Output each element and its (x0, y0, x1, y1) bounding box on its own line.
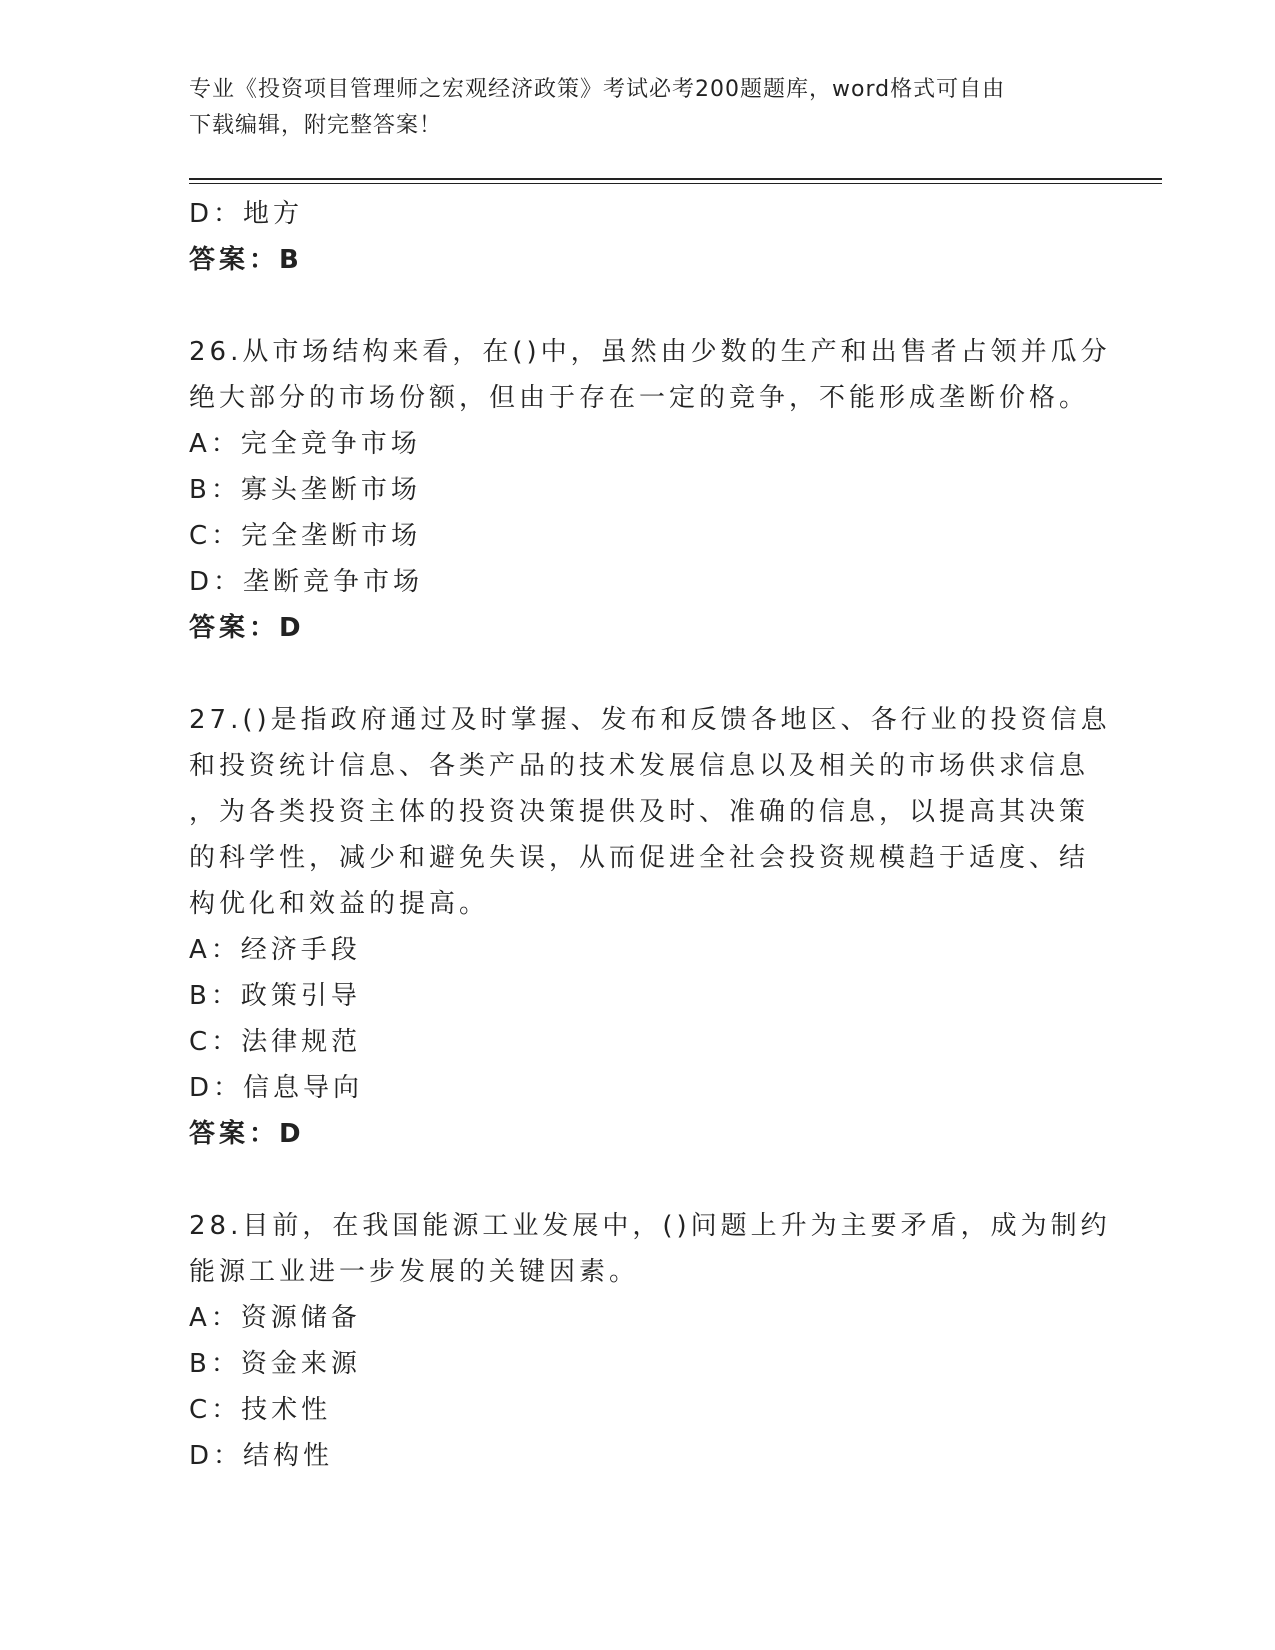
document-header (189, 72, 1089, 144)
question-26 (189, 329, 1111, 651)
question-text-line: ，为各类投资主体的投资决策提供及时、准确的信息，以提高其决策 (189, 797, 1090, 827)
option-a: A：资源储备 (189, 1303, 361, 1333)
spacer (189, 651, 1089, 697)
header-title-line-1: 专业《投资项目管理师之宏观经济政策》考试必考200题题库，word格式可自由 (189, 77, 1006, 102)
question-text-line: 28.目前，在我国能源工业发展中，()问题上升为主要矛盾，成为制约 (189, 1211, 1111, 1241)
option-b: B：资金来源 (189, 1349, 361, 1379)
question-text-line: 构优化和效益的提高。 (189, 889, 490, 919)
question-text-line: 绝大部分的市场份额，但由于存在一定的竞争，不能形成垄断价格。 (189, 383, 1090, 413)
option-d: D：信息导向 (189, 1073, 364, 1103)
question-27 (189, 697, 1111, 1157)
question-28 (189, 1203, 1111, 1479)
option-a: A：经济手段 (189, 935, 361, 965)
spacer (189, 1157, 1089, 1203)
option-c: C：法律规范 (189, 1027, 362, 1057)
prev-answer: 答案：B (189, 245, 303, 275)
option-d: D：结构性 (189, 1441, 334, 1471)
header-divider-thick (189, 178, 1162, 180)
prev-option-d: D：地方 (189, 199, 304, 229)
question-text-line: 26.从市场结构来看，在()中，虽然由少数的生产和出售者占领并瓜分 (189, 337, 1111, 367)
option-d: D：垄断竞争市场 (189, 567, 424, 597)
header-title-line-2: 下载编辑，附完整答案！ (189, 113, 443, 138)
option-b: B：寡头垄断市场 (189, 475, 421, 505)
option-c: C：技术性 (189, 1395, 332, 1425)
question-text-line: 和投资统计信息、各类产品的技术发展信息以及相关的市场供求信息 (189, 751, 1090, 781)
spacer (189, 283, 1089, 329)
answer-line: 答案：D (189, 1119, 305, 1149)
header-divider-thin (189, 183, 1162, 184)
option-a: A：完全竞争市场 (189, 429, 421, 459)
answer-line: 答案：D (189, 613, 305, 643)
question-text-line: 27.()是指政府通过及时掌握、发布和反馈各地区、各行业的投资信息 (189, 705, 1111, 735)
question-text-line: 的科学性，减少和避免失误，从而促进全社会投资规模趋于适度、结 (189, 843, 1090, 873)
question-text-line: 能源工业进一步发展的关键因素。 (189, 1257, 640, 1287)
option-c: C：完全垄断市场 (189, 521, 422, 551)
option-b: B：政策引导 (189, 981, 361, 1011)
question-content (189, 191, 1111, 1479)
